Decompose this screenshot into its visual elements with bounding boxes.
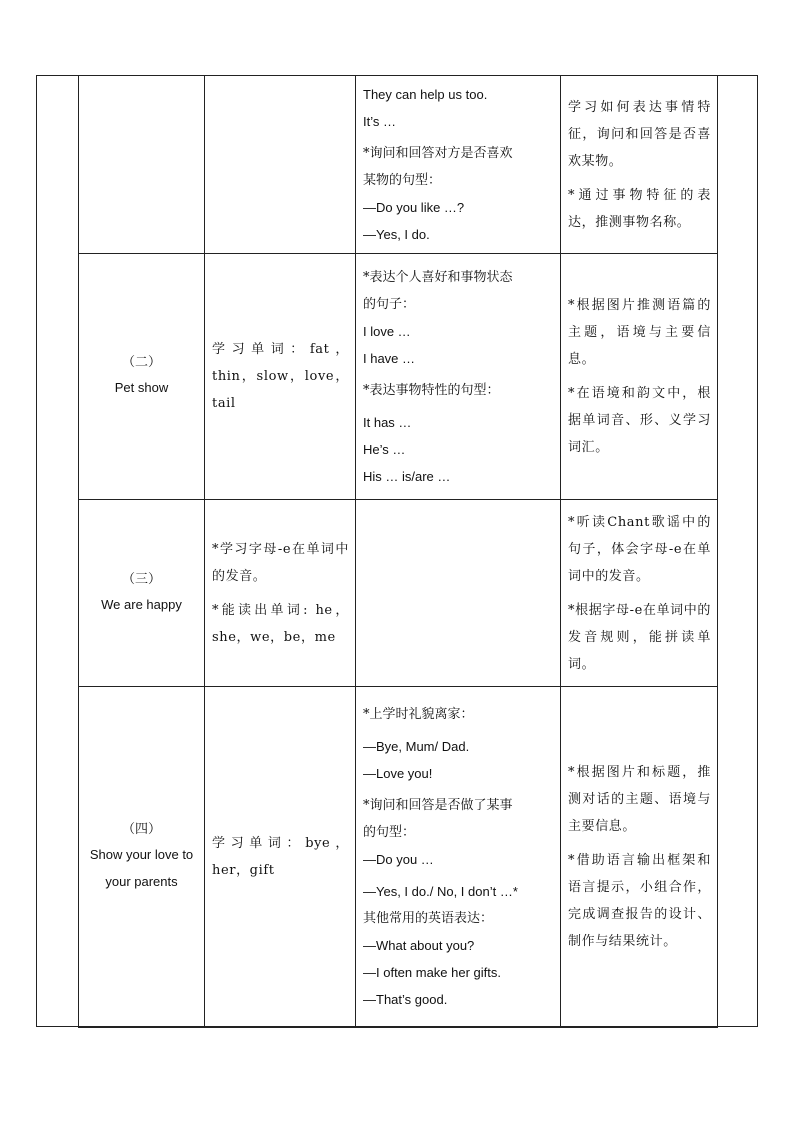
objective-text: 学习如何表达事情特征，询问和回答是否喜欢某物。 [568, 99, 711, 169]
sentence-line: 某物的句型： [363, 173, 442, 188]
table-row [79, 254, 718, 500]
lesson-cell [79, 687, 205, 1028]
vocabulary-cell [205, 254, 356, 500]
sentence-line: 的句型： [363, 825, 416, 840]
sentence-cell [356, 76, 561, 254]
objective-text: *根据字母-e在单词中的发音规则，能拼读单词。 [568, 602, 711, 672]
lesson-cell [79, 254, 205, 500]
vocabulary-cell [205, 500, 356, 687]
table-row [79, 500, 718, 687]
lesson-number: （四） [121, 822, 161, 837]
lesson-cell [79, 76, 205, 254]
objective-text: *借助语言输出框架和语言提示，小组合作，完成调查报告的设计、制作与结果统计。 [568, 853, 711, 949]
sentence-line: *询问和回答对方是否喜欢 [363, 146, 513, 161]
sentence-line: —Yes, I do./ No, I don’t …* [363, 884, 518, 899]
lesson-title: Show your love to your parents [89, 847, 194, 889]
sentence-line: *表达个人喜好和事物状态 [363, 269, 513, 285]
vocabulary-text: 学习单词：fat，thin，slow，love，tail [212, 342, 349, 411]
sentence-line: It has … [363, 414, 412, 430]
vocabulary-cell [205, 687, 356, 1028]
objective-text: *根据图片推测语篇的主题，语境与主要信息。 [568, 298, 711, 367]
lesson-number: （二） [121, 355, 161, 370]
sentence-line: —Bye, Mum/ Dad. [363, 739, 470, 754]
sentence-line: It’s … [363, 114, 396, 129]
objective-cell [561, 500, 718, 687]
sentence-line: I love … [363, 323, 411, 339]
sentence-line: 其他常用的英语表达： [363, 911, 494, 926]
sentence-line: —Do you like …? [363, 200, 465, 215]
lesson-cell [79, 500, 205, 687]
vocabulary-text: 学习单词：bye，her，gift [212, 836, 349, 878]
objective-text: *听读Chant歌谣中的句子，体会字母-e在单词中的发音。 [568, 514, 711, 584]
objective-text: *根据图片和标题，推测对话的主题、语境与主要信息。 [568, 765, 711, 834]
lesson-plan-table [78, 75, 718, 1028]
objective-text: *通过事物特征的表达，推测事物名称。 [568, 187, 711, 230]
table-row [79, 76, 718, 254]
vocabulary-cell [205, 76, 356, 254]
sentence-line: His … is/are … [363, 468, 451, 484]
sentence-line: —I often make her gifts. [363, 965, 502, 980]
sentence-line: *询问和回答是否做了某事 [363, 798, 513, 813]
sentence-line: I have … [363, 350, 416, 366]
sentence-line: *上学时礼貌离家： [363, 707, 474, 722]
sentence-line: 的句子： [363, 296, 416, 312]
table-row [79, 687, 718, 1028]
sentence-line: They can help us too. [363, 87, 488, 102]
objective-cell [561, 687, 718, 1028]
objective-text: *在语境和韵文中，根据单词音、形、义学习词汇。 [568, 386, 711, 455]
vocabulary-text: *能读出单词: he，she，we，be，me [212, 602, 349, 645]
sentence-line: —Do you … [363, 852, 434, 867]
lesson-title: Pet show [114, 380, 169, 395]
sentence-cell [356, 687, 561, 1028]
sentence-cell [356, 254, 561, 500]
sentence-line: *表达事物特性的句型： [363, 382, 500, 398]
sentence-line: —Love you! [363, 766, 433, 781]
lesson-title: We are happy [101, 596, 182, 612]
sentence-line: —What about you? [363, 938, 475, 953]
sentence-line: He’s … [363, 441, 406, 457]
lesson-number: （三） [121, 571, 161, 587]
sentence-cell [356, 500, 561, 687]
sentence-line: —That’s good. [363, 992, 448, 1007]
vocabulary-text: *学习字母-e在单词中的发音。 [212, 541, 349, 584]
objective-cell [561, 76, 718, 254]
objective-cell [561, 254, 718, 500]
sentence-line: —Yes, I do. [363, 227, 430, 242]
